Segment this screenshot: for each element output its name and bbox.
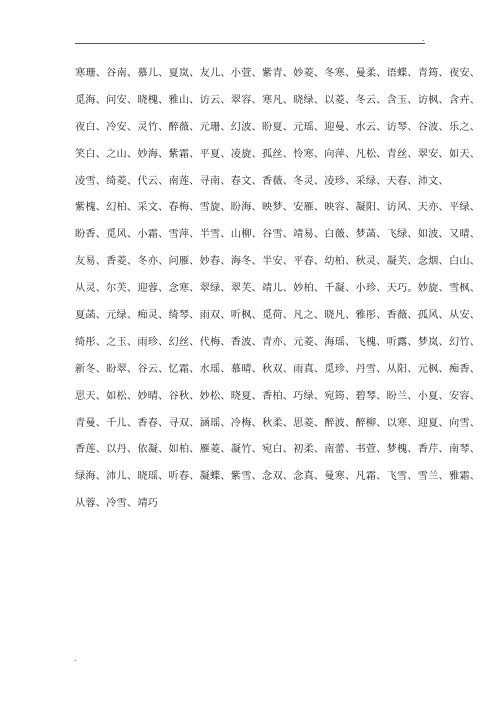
text-line: 觅海、问安、晓槐、雅山、访云、翠容、寒凡、晓绿、以菱、冬云、含玉、访枫、含卉、 (75, 94, 481, 106)
text-line: 凌雪、绮菱、代云、南莲、寻南、春文、香薇、冬灵、凌珍、采绿、天春、沛文、 (75, 175, 449, 187)
text-line: 笑白、之山、妙海、紫霜、平夏、凌旋、孤丝、怜寒、向萍、凡松、青丝、翠安、如天、 (75, 148, 481, 160)
text-line: 绮彤、之玉、雨珍、幻丝、代梅、香波、青亦、元菱、海瑶、飞槐、听露、梦岚、幻竹、 (75, 336, 481, 348)
text-line: 友易、香菱、冬亦、问雁、妙春、海冬、半安、平春、幼柏、秋灵、凝芙、念烟、白山、 (75, 256, 481, 268)
text-line: 从灵、尔芙、迎蓉、念寒、翠绿、翠芙、靖儿、妙柏、千凝、小珍、天巧。妙旋、雪枫、 (75, 283, 481, 295)
text-line: 香莲、以丹、依凝、如柏、雁菱、凝竹、宛白、初柔、南蕾、书萱、梦槐、香芹、南琴、 (75, 444, 481, 456)
text-line: 寒珊、谷南、慕儿、夏岚、友儿、小萱、紫青、妙菱、冬寒、曼柔、语蝶、青筠、夜安、 (75, 68, 481, 79)
header-rule (75, 43, 425, 44)
header-mark: . (422, 34, 425, 43)
text-line: 夜白、冷安、灵竹、醉薇、元珊、幻波、盼夏、元瑶、迎曼、水云、访琴、谷波、乐之、 (75, 121, 481, 133)
text-line: 青曼、千儿、香春、寻双、涵瑶、冷梅、秋柔、思菱、醉波、醉柳、以寒、迎夏、向雪、 (75, 417, 481, 429)
text-line: 绿海、沛儿、晓瑶、听春、凝蝶、紫雪、念双、念真、曼寒、凡霜、飞雪、雪兰、雅霜、 (75, 471, 481, 483)
text-line: 新冬、盼翠、谷云、忆霜、水瑶、慕晴、秋双、雨真、觅珍、丹雪、从阳、元枫、痴香、 (75, 363, 481, 375)
text-line: 盼香、觅风、小霜、雪萍、半雪、山柳、谷雪、靖易、白薇、梦菡、飞绿、如波、又晴、 (75, 229, 481, 241)
text-line: 紫槐、幻柏、采文、春梅、雪旋、盼海、映梦、安雁、映容、凝阳、访风、天亦、平绿、 (75, 202, 481, 214)
text-line: 从蓉、冷雪、靖巧 (75, 498, 159, 510)
text-line: 思天、如松、妙晴、谷秋、妙松、晓夏、香柏、巧绿、宛筠、碧琴、盼兰、小夏、安容、 (75, 390, 481, 402)
footer-mark: . (74, 654, 77, 663)
text-line: 夏菡、元绿、痴灵、绮琴、雨双、听枫、觅荷、凡之、晓凡、雅彤、香薇、孤风、从安、 (75, 310, 481, 322)
name-list (75, 64, 481, 521)
